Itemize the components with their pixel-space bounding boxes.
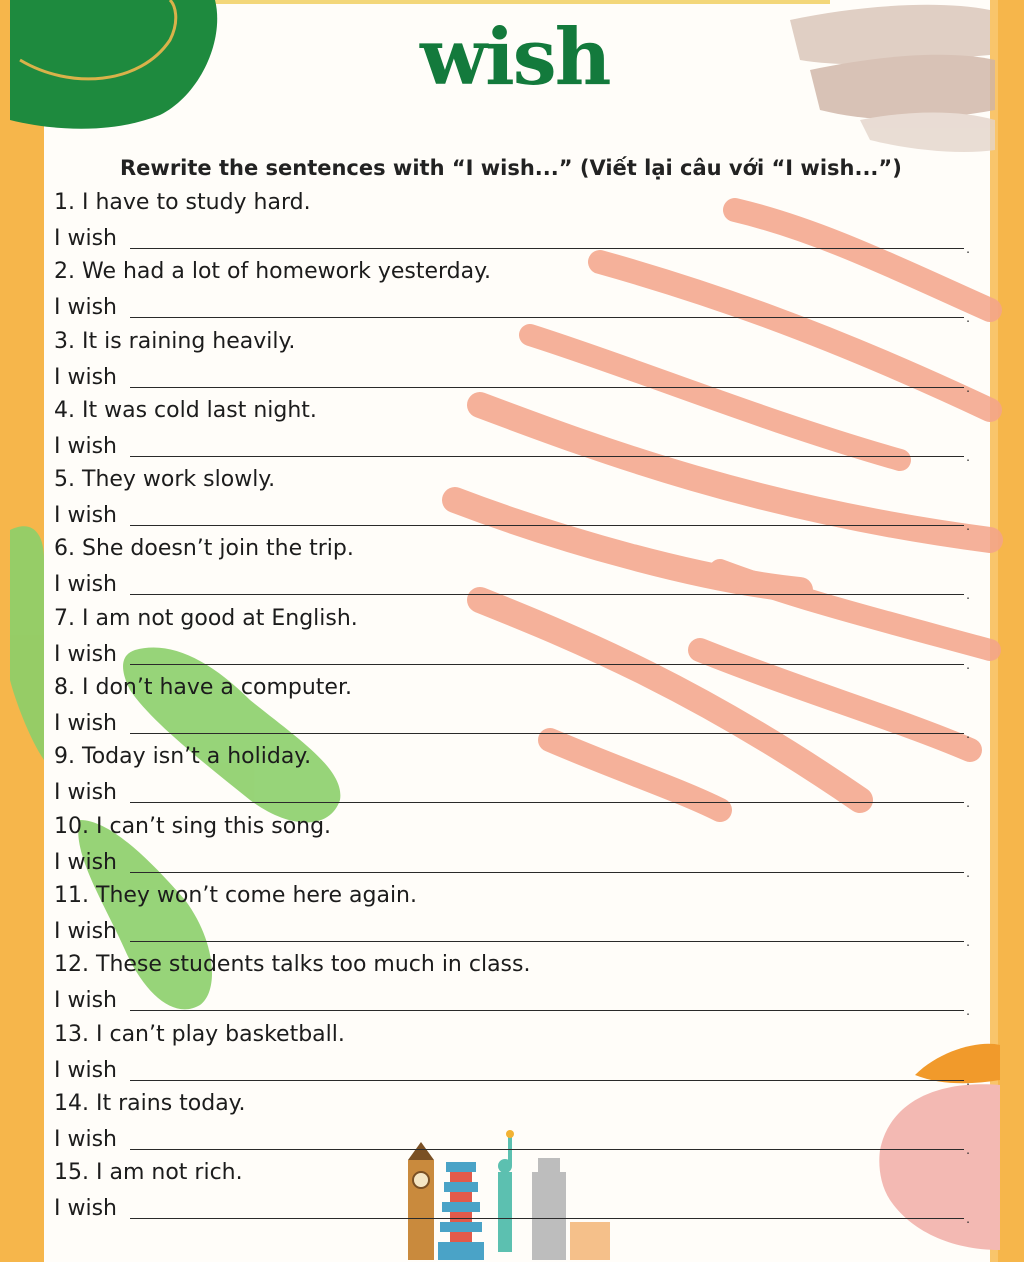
question-number: 9. xyxy=(54,744,75,770)
question-sentence xyxy=(54,1091,246,1116)
question-sentence xyxy=(54,329,295,354)
green-blob-top-left xyxy=(10,0,217,129)
exercise-item xyxy=(54,329,974,398)
answer-blank-line[interactable] xyxy=(130,525,964,526)
answer-row xyxy=(54,918,970,949)
question-text: She doesn’t join the trip. xyxy=(82,536,354,562)
answer-period: . xyxy=(966,380,970,395)
question-number: 11. xyxy=(54,882,89,908)
question-text: It rains today. xyxy=(96,1090,246,1116)
question-text: It was cold last night. xyxy=(82,397,317,423)
answer-prefix: I wish xyxy=(54,711,117,737)
question-sentence xyxy=(54,259,491,284)
answer-blank-line[interactable] xyxy=(130,664,964,665)
worksheet-title: wish xyxy=(420,12,610,103)
question-sentence xyxy=(54,675,352,700)
answer-prefix: I wish xyxy=(54,226,117,251)
answer-row xyxy=(54,780,970,811)
answer-row xyxy=(54,1126,970,1157)
question-text: They won’t come here again. xyxy=(96,882,417,908)
question-number: 7. xyxy=(54,605,75,631)
answer-blank-line[interactable] xyxy=(130,872,964,873)
question-text: I have to study hard. xyxy=(82,190,311,215)
question-number: 2. xyxy=(54,259,75,285)
beige-brush-top-right xyxy=(790,5,995,152)
question-number: 1. xyxy=(54,190,75,215)
question-sentence xyxy=(54,467,275,492)
answer-period: . xyxy=(966,311,970,326)
answer-period: . xyxy=(966,796,970,811)
answer-blank-line[interactable] xyxy=(130,248,964,249)
question-sentence xyxy=(54,398,317,423)
answer-prefix: I wish xyxy=(54,780,117,806)
question-number: 3. xyxy=(54,328,75,354)
answer-period: . xyxy=(966,449,970,464)
answer-prefix: I wish xyxy=(54,918,117,944)
question-number: 13. xyxy=(54,1021,89,1047)
answer-period: . xyxy=(966,588,970,603)
question-sentence xyxy=(54,1022,345,1047)
question-sentence xyxy=(54,744,311,769)
answer-row xyxy=(54,1057,970,1088)
answer-blank-line[interactable] xyxy=(130,941,964,942)
question-sentence xyxy=(54,952,530,977)
exercise-item xyxy=(54,744,974,813)
question-text: I can’t play basketball. xyxy=(96,1021,345,1047)
answer-prefix: I wish xyxy=(54,641,117,667)
answer-period: . xyxy=(966,727,970,742)
question-number: 5. xyxy=(54,467,75,493)
answer-period: . xyxy=(966,657,970,672)
question-sentence xyxy=(54,883,417,908)
question-text: I am not good at English. xyxy=(82,605,358,631)
answer-blank-line[interactable] xyxy=(130,594,964,595)
exercise-item xyxy=(54,467,974,536)
exercise-item xyxy=(54,1091,974,1160)
answer-row xyxy=(54,572,970,603)
answer-blank-line[interactable] xyxy=(130,387,964,388)
question-number: 12. xyxy=(54,952,89,978)
answer-row xyxy=(54,711,970,742)
answer-row xyxy=(54,226,970,256)
exercise-item xyxy=(54,398,974,467)
question-text: We had a lot of homework yesterday. xyxy=(82,259,491,285)
question-text: I don’t have a computer. xyxy=(82,675,352,701)
answer-prefix: I wish xyxy=(54,988,117,1014)
answer-prefix: I wish xyxy=(54,295,117,321)
answer-period: . xyxy=(966,934,970,949)
answer-row xyxy=(54,364,970,395)
question-text: Today isn’t a holiday. xyxy=(82,744,312,770)
answer-period: . xyxy=(966,1004,970,1019)
answer-prefix: I wish xyxy=(54,433,117,459)
question-sentence xyxy=(54,1160,243,1185)
exercise-item xyxy=(54,1022,974,1091)
answer-prefix: I wish xyxy=(54,1126,117,1152)
question-text: I am not rich. xyxy=(96,1160,243,1186)
question-sentence xyxy=(54,606,358,631)
answer-period: . xyxy=(966,1073,970,1088)
answer-blank-line[interactable] xyxy=(130,1149,964,1150)
exercise-item xyxy=(54,259,974,328)
answer-blank-line[interactable] xyxy=(130,1218,964,1219)
answer-prefix: I wish xyxy=(54,572,117,598)
exercise-item xyxy=(54,883,974,952)
question-sentence xyxy=(54,190,311,215)
answer-period: . xyxy=(966,1212,970,1227)
question-number: 6. xyxy=(54,536,75,562)
answer-row xyxy=(54,849,970,880)
answer-row xyxy=(54,503,970,534)
question-text: They work slowly. xyxy=(82,467,276,493)
answer-period: . xyxy=(966,519,970,534)
answer-period: . xyxy=(966,1142,970,1157)
answer-prefix: I wish xyxy=(54,503,117,529)
question-number: 8. xyxy=(54,675,75,701)
question-text: It is raining heavily. xyxy=(82,328,296,354)
instruction-text: Rewrite the sentences with “I wish...” (Viết lại câu với “I wish...”) xyxy=(120,156,902,180)
answer-row xyxy=(54,433,970,464)
exercise-item xyxy=(54,675,974,744)
answer-blank-line[interactable] xyxy=(130,802,964,803)
question-number: 4. xyxy=(54,397,75,423)
answer-blank-line[interactable] xyxy=(130,733,964,734)
answer-blank-line[interactable] xyxy=(130,456,964,457)
question-sentence xyxy=(54,814,331,839)
answer-prefix: I wish xyxy=(54,1196,117,1222)
question-text: I can’t sing this song. xyxy=(96,813,332,839)
exercise-item xyxy=(54,952,974,1021)
question-number: 15. xyxy=(54,1160,89,1186)
answer-row xyxy=(54,295,970,326)
exercise-list xyxy=(54,190,974,1229)
exercise-item xyxy=(54,814,974,883)
question-text: These students talks too much in class. xyxy=(96,952,531,978)
question-sentence xyxy=(54,536,354,561)
answer-period: . xyxy=(966,865,970,880)
answer-row xyxy=(54,1196,970,1227)
question-number: 10. xyxy=(54,813,89,839)
question-number: 14. xyxy=(54,1090,89,1116)
exercise-item xyxy=(54,1160,974,1229)
exercise-item xyxy=(54,606,974,675)
exercise-item xyxy=(54,190,974,259)
answer-blank-line[interactable] xyxy=(130,317,964,318)
answer-prefix: I wish xyxy=(54,849,117,875)
answer-row xyxy=(54,988,970,1019)
answer-row xyxy=(54,641,970,672)
answer-blank-line[interactable] xyxy=(130,1010,964,1011)
answer-prefix: I wish xyxy=(54,1057,117,1083)
exercise-item xyxy=(54,536,974,605)
answer-blank-line[interactable] xyxy=(130,1080,964,1081)
answer-period: . xyxy=(966,242,970,256)
answer-prefix: I wish xyxy=(54,364,117,390)
